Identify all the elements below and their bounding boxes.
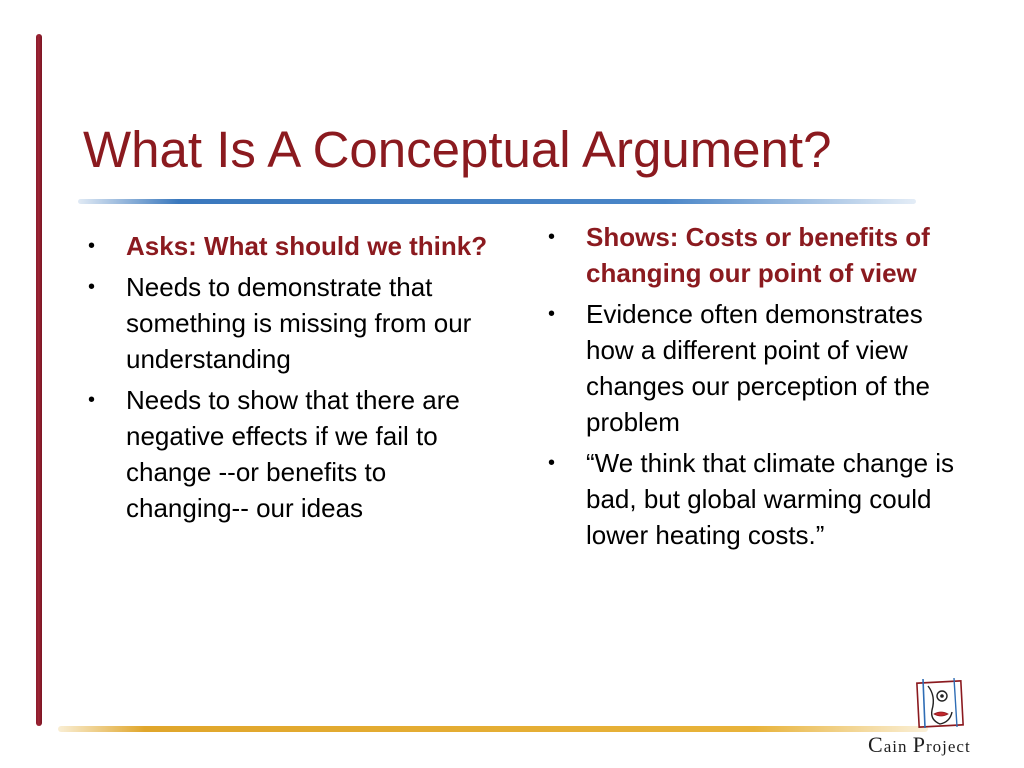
bullet-dot-icon: • bbox=[548, 303, 556, 325]
brand-initial-1: C bbox=[868, 732, 884, 757]
right-bullet-1 bbox=[548, 219, 968, 291]
brand-rest-1: ain bbox=[883, 737, 913, 756]
slide-title: What Is A Conceptual Argument? bbox=[83, 121, 832, 178]
right-bullet-3 bbox=[548, 445, 968, 553]
bullet-text: Needs to demonstrate that something is missing from our understanding bbox=[126, 272, 472, 374]
bottom-accent-rule bbox=[58, 726, 928, 732]
bullet-dot-icon: • bbox=[548, 452, 556, 474]
left-bullet-1 bbox=[88, 228, 488, 264]
brand-rest-2: roject bbox=[925, 737, 971, 756]
title-underline-rule bbox=[78, 199, 916, 204]
brand-initial-2: P bbox=[912, 732, 926, 757]
bullet-dot-icon: • bbox=[548, 226, 556, 248]
right-bullet-list bbox=[548, 219, 968, 558]
left-bullet-2 bbox=[88, 269, 488, 377]
face-sketch-icon bbox=[914, 676, 968, 730]
left-bullet-list bbox=[88, 228, 488, 531]
bullet-text: “We think that climate change is bad, but global warming could lower heating costs.” bbox=[586, 448, 955, 550]
brand-wordmark bbox=[868, 732, 971, 758]
right-bullet-2 bbox=[548, 296, 968, 440]
bullet-dot-icon: • bbox=[88, 389, 96, 411]
left-bullet-3 bbox=[88, 382, 488, 526]
bullet-dot-icon: • bbox=[88, 235, 96, 257]
bullet-dot-icon: • bbox=[88, 276, 96, 298]
bullet-text: Needs to show that there are negative effects if we fail to change --or benefits to changing-- our ideas bbox=[126, 385, 460, 523]
bullet-text: Shows: Costs or benefits of changing our point of view bbox=[586, 222, 930, 288]
bullet-text: Asks: What should we think? bbox=[126, 231, 488, 261]
bullet-text: Evidence often demonstrates how a different point of view changes our perception of the problem bbox=[586, 299, 931, 437]
left-accent-rule bbox=[36, 34, 42, 726]
